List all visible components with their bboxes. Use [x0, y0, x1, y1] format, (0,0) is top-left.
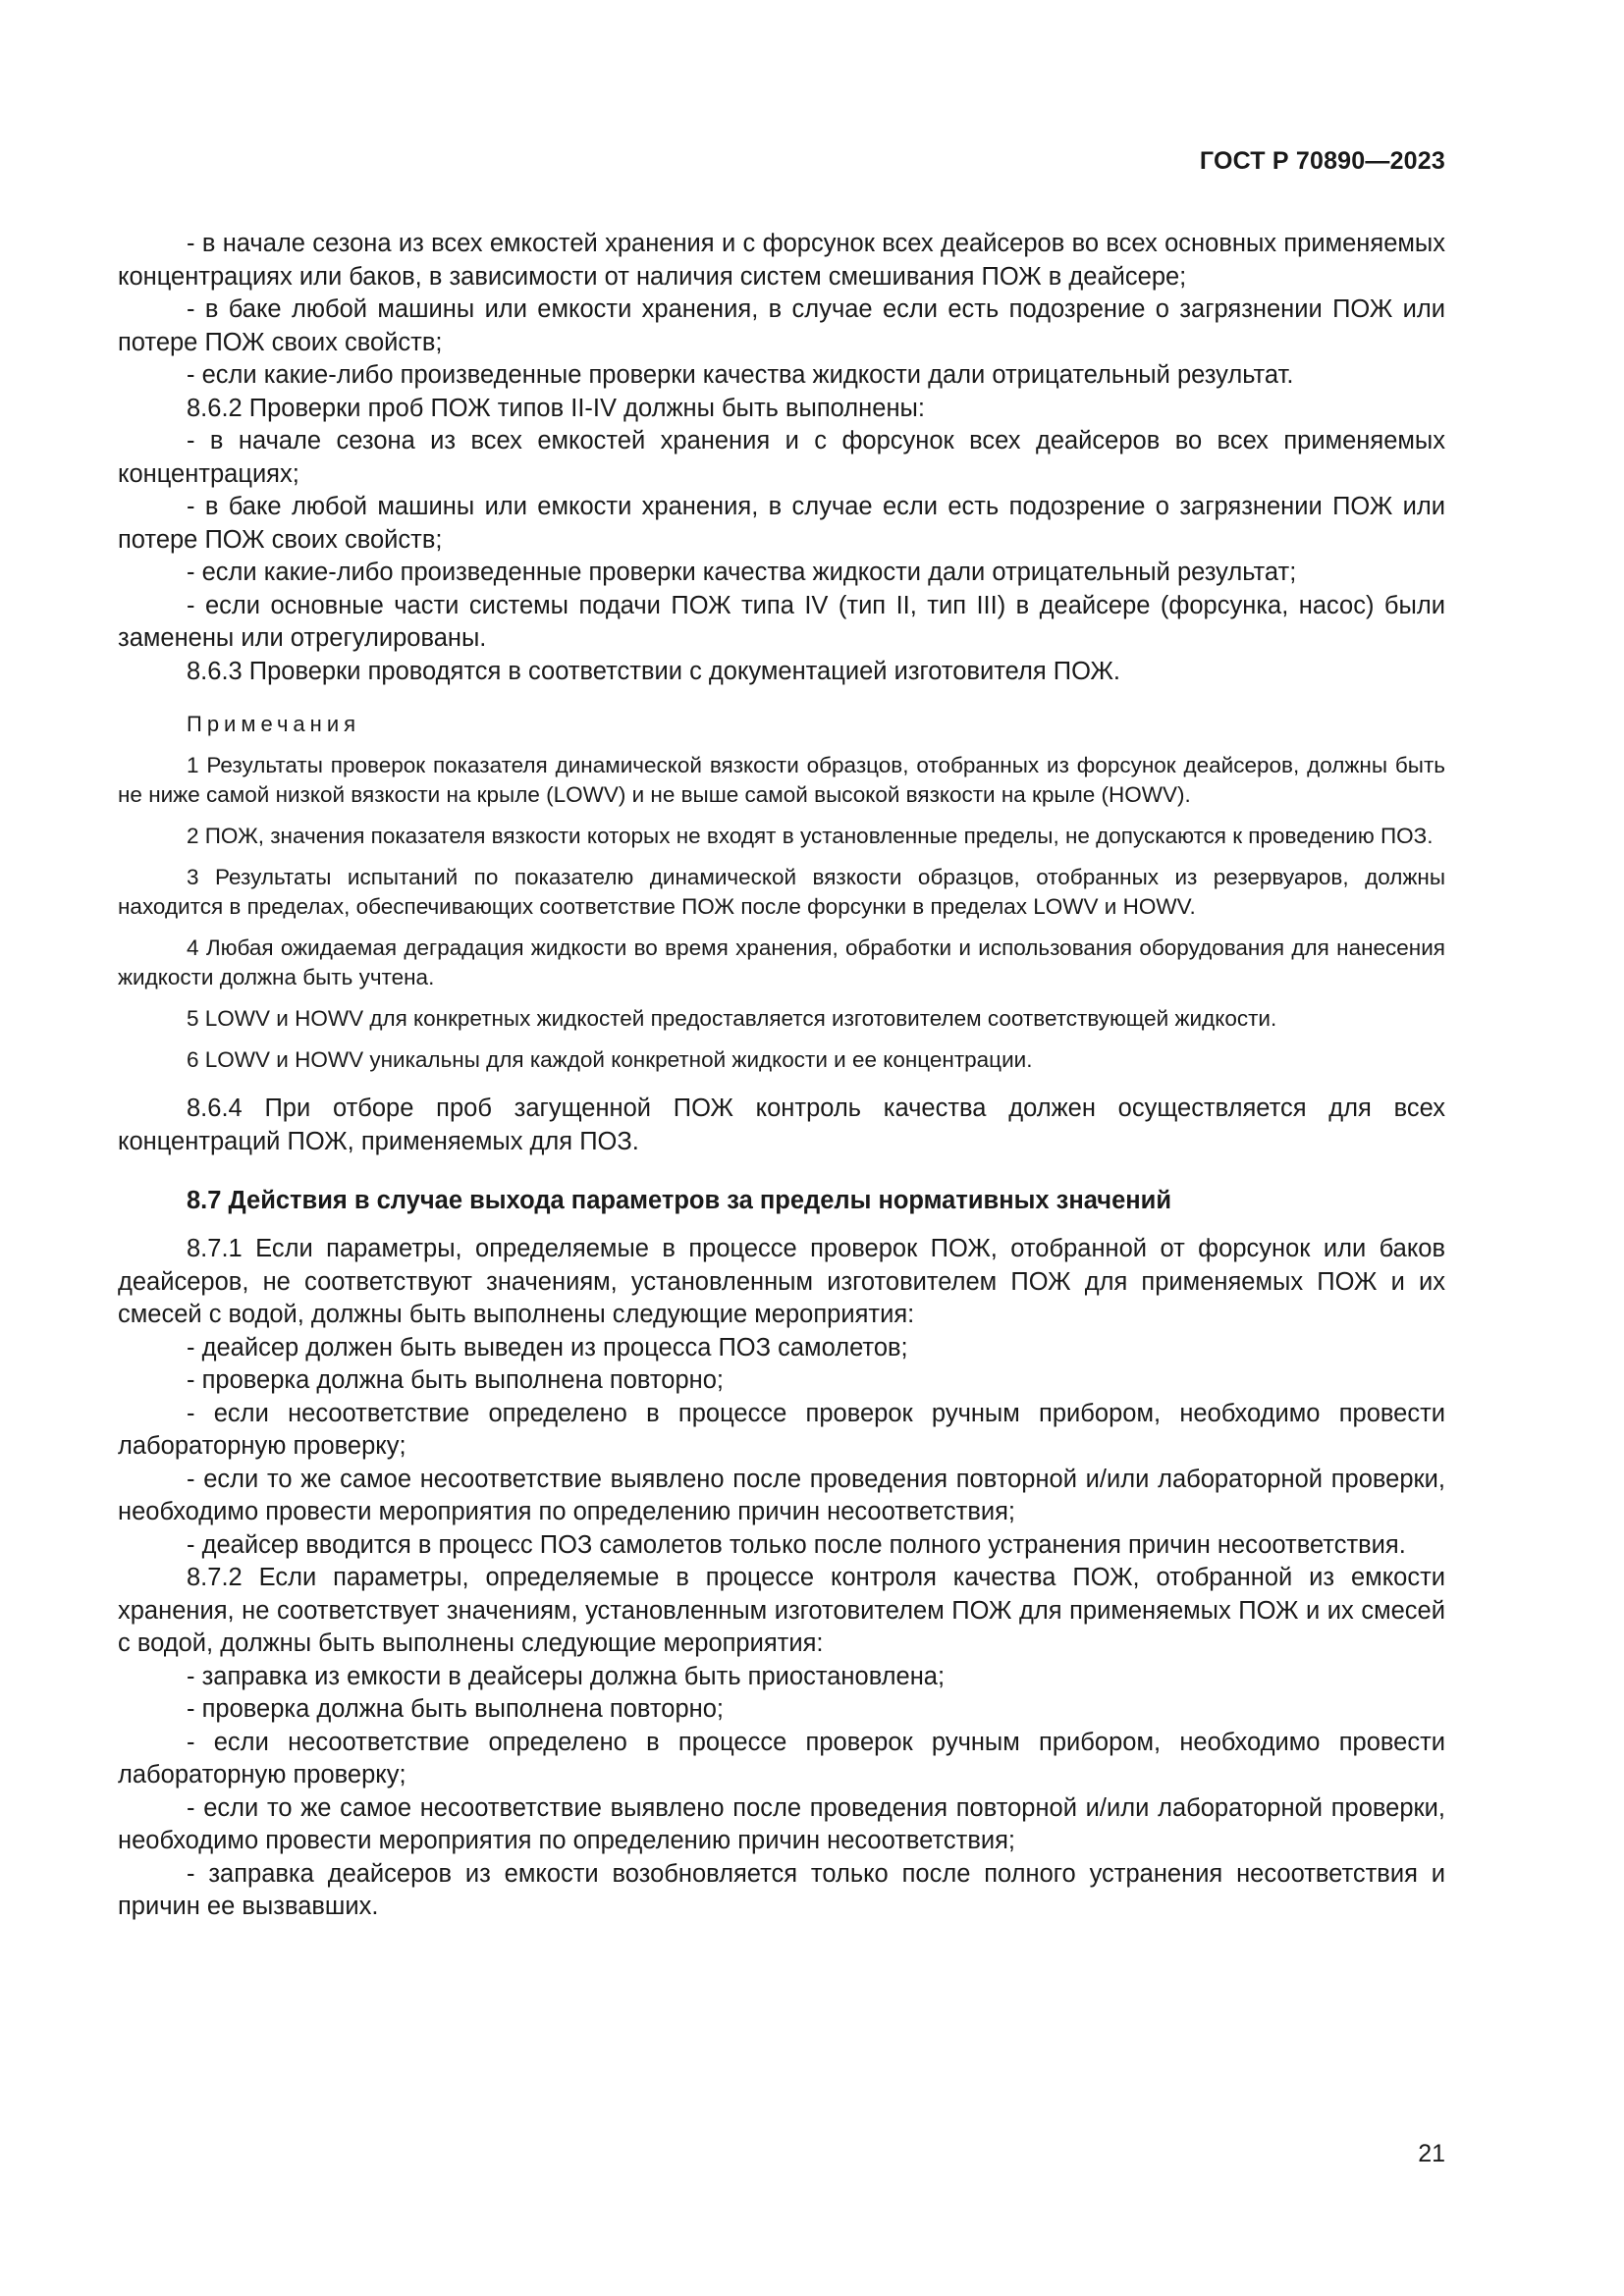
paragraph: - заправка из емкости в деайсеры должна быть приостановлена;	[187, 1662, 946, 1690]
paragraph: - если несоответствие определено в процессе проверок ручным прибором, необходимо провести лабораторную проверку;	[118, 1728, 1445, 1789]
paragraph: 8.6.2 Проверки проб ПОЖ типов II-IV должны быть выполнены:	[187, 394, 925, 422]
paragraph: - если то же самое несоответствие выявлено после проведения повторной и/или лабораторной проверки, необходимо провести мероприятия по определению причин несоответствия;	[118, 1465, 1445, 1525]
paragraph: - проверка должна быть выполнена повторно;	[187, 1695, 725, 1723]
paragraph: 8.7.1 Если параметры, определяемые в процессе проверок ПОЖ, отобранной от форсунок или баков деайсеров, не соответствуют значениям, установленным изготовителем ПОЖ для применяемых ПОЖ и их смесей с водой, должны быть выполнены следующие мероприятия:	[118, 1235, 1445, 1328]
note-2: 2 ПОЖ, значения показателя вязкости которых не входят в установленные пределы, не допускаются к проведению ПОЗ.	[187, 824, 1434, 848]
paragraph: - если какие-либо произведенные проверки качества жидкости дали отрицательный результат;	[187, 559, 1297, 586]
paragraph: - деайсер должен быть выведен из процесса ПОЗ самолетов;	[187, 1333, 908, 1362]
paragraph: - деайсер вводится в процесс ПОЗ самолетов только после полного устранения причин несоответствия.	[187, 1530, 1406, 1559]
section-heading: 8.7 Действия в случае выхода параметров за пределы нормативных значений	[187, 1187, 1172, 1214]
paragraph: - если какие-либо произведенные проверки качества жидкости дали отрицательный результат.	[187, 361, 1294, 389]
paragraph: - в баке любой машины или емкости хранения, в случае если есть подозрение о загрязнении ПОЖ или потере ПОЖ своих свойств;	[118, 493, 1445, 554]
note-6: 6 LOWV и HOWV уникальны для каждой конкретной жидкости и ее концентрации.	[187, 1047, 1033, 1072]
paragraph: - если то же самое несоответствие выявлено после проведения повторной и/или лабораторной проверки, необходимо провести мероприятия по определению причин несоответствия;	[118, 1793, 1445, 1854]
paragraph: - проверка должна быть выполнена повторно;	[187, 1366, 725, 1394]
note-4: 4 Любая ожидаемая деградация жидкости во время хранения, обработки и использования оборудования для нанесения жидкости должна быть учтена.	[118, 935, 1445, 989]
paragraph: 8.7.2 Если параметры, определяемые в процессе контроля качества ПОЖ, отобранной из емкости хранения, не соответствует значениям, установленным изготовителем ПОЖ для применяемых ПОЖ и их смесей с водой, должны быть выполнены следующие мероприятия:	[118, 1564, 1445, 1657]
notes-title: Примечания	[187, 712, 361, 736]
paragraph: - если несоответствие определено в процессе проверок ручным прибором, необходимо провести лабораторную проверку;	[118, 1399, 1445, 1460]
page-content	[118, 228, 1445, 1924]
note-1: 1 Результаты проверок показателя динамической вязкости образцов, отобранных из форсунок деайсеров, должны быть не ниже самой низкой вязкости на крыле (LOWV) и не выше самой высокой вязкости на крыле (HOWV).	[118, 753, 1445, 807]
page-number: 21	[1418, 2140, 1445, 2167]
note-3: 3 Результаты испытаний по показателю динамической вязкости образцов, отобранных из резервуаров, должны находится в пределах, обеспечивающих соответствие ПОЖ после форсунки в пределах LOWV и HOWV.	[118, 865, 1445, 919]
standard-code: ГОСТ Р 70890—2023	[1199, 147, 1445, 175]
paragraph: 8.6.4 При отборе проб загущенной ПОЖ контроль качества должен осуществляется для всех концентраций ПОЖ, применяемых для ПОЗ.	[118, 1095, 1445, 1155]
paragraph: - в начале сезона из всех емкостей хранения и с форсунок всех деайсеров во всех основных применяемых концентрациях или баков, в зависимости от наличия систем смешивания ПОЖ в деайсере;	[118, 230, 1445, 291]
paragraph: - в начале сезона из всех емкостей хранения и с форсунок всех деайсеров во всех применяемых концентрациях;	[118, 427, 1445, 488]
paragraph: 8.6.3 Проверки проводятся в соответствии с документацией изготовителя ПОЖ.	[187, 657, 1120, 685]
paragraph: - заправка деайсеров из емкости возобновляется только после полного устранения несоответствия и причин ее вызвавших.	[118, 1859, 1445, 1920]
paragraph: - в баке любой машины или емкости хранения, в случае если есть подозрение о загрязнении ПОЖ или потере ПОЖ своих свойств;	[118, 295, 1445, 356]
paragraph: - если основные части системы подачи ПОЖ типа IV (тип II, тип III) в деайсере (форсунка, насос) были заменены или отрегулированы.	[118, 591, 1445, 652]
note-5: 5 LOWV и HOWV для конкретных жидкостей предоставляется изготовителем соответствующей жидкости.	[187, 1006, 1277, 1031]
